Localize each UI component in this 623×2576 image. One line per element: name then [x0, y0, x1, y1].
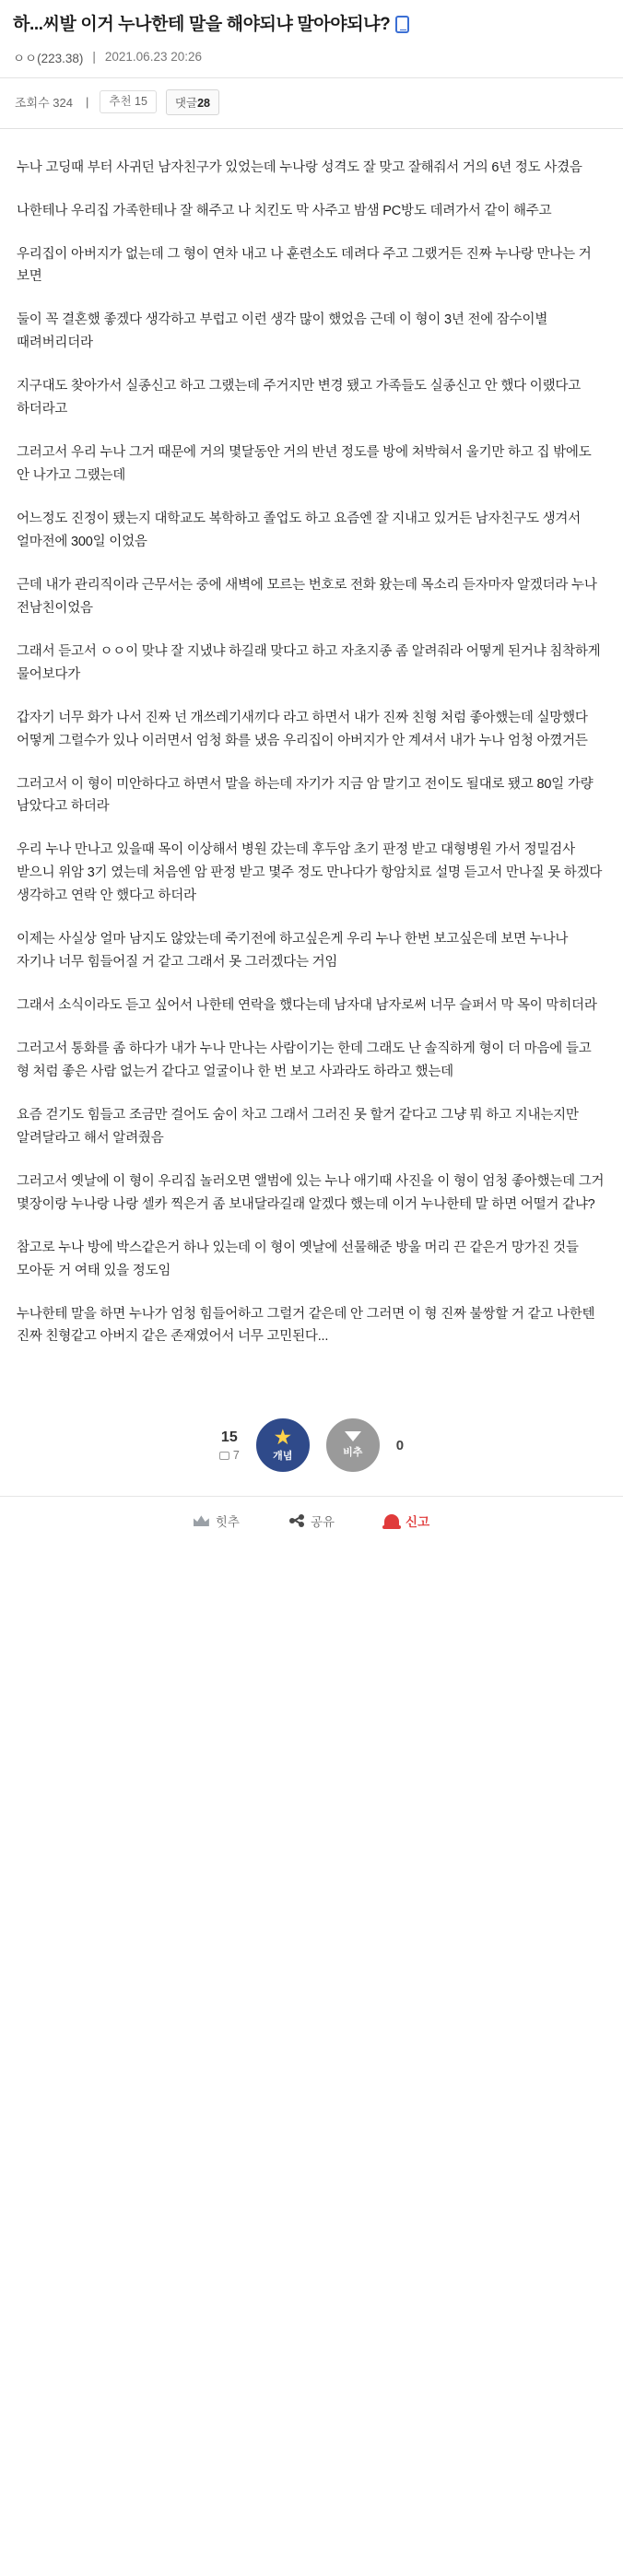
upvote-button[interactable] [256, 1418, 310, 1472]
post-paragraph: 누나 고딩때 부터 사귀던 남자친구가 있었는데 누나랑 성격도 잘 맞고 잘해줘서 거의 6년 정도 사겼음 [17, 159, 582, 175]
post-meta [0, 48, 623, 77]
post-paragraph: 그러고서 우리 누나 그거 때문에 거의 몇달동안 거의 반년 정도를 방에 처박혀서 울기만 하고 집 밖에도 안 나가고 그랬는데 [17, 445, 592, 484]
meta-separator: | [92, 50, 96, 65]
downvote-button[interactable] [326, 1418, 380, 1472]
post-paragraph: 지구대도 찾아가서 실종신고 하고 그랬는데 주거지만 변경 됐고 가족들도 실종신고 안 했다 이랬다고 하더라고 [17, 379, 582, 418]
upvote-count: 15 [220, 1429, 238, 1445]
post-paragraph: 요즘 걷기도 힘들고 조금만 걸어도 숨이 차고 그래서 그러진 못 할거 같다고 그냥 뭐 하고 지내는지만 알려달라고 해서 알려줬음 [17, 1107, 579, 1146]
post-paragraph: 우리 누나 만나고 있을때 목이 이상해서 병원 갔는데 후두암 초기 판정 받고 대형병원 가서 정밀검사 받으니 위암 3기 였는데 처음엔 암 판정 받고 몇주 정도 만나다가 항암치료 설명 듣고서 만나질 못 하겠다 생각하고 연락 안 했다고 하더라 [17, 842, 603, 904]
star-icon: ★ [274, 1427, 291, 1448]
share-label: 공유 [310, 1515, 335, 1530]
upvote-comment-block [219, 1449, 240, 1463]
post-paragraph: 둘이 꼭 결혼했 좋겠다 생각하고 부럽고 이런 생각 많이 했었음 근데 이 형이 3년 전에 잠수이별 때려버리더라 [17, 312, 548, 351]
hit-recommend-button[interactable] [194, 1511, 240, 1530]
post-paragraph: 나한테나 우리집 가족한테나 잘 해주고 나 치킨도 막 사주고 밤샘 PC방도 데려가서 같이 해주고 [17, 203, 552, 218]
comment-count-value: 28 [197, 96, 210, 110]
post-stats [0, 78, 623, 128]
upvote-label: 개념 [273, 1450, 293, 1462]
post-paragraph: 그래서 소식이라도 듣고 싶어서 나한테 연락을 했다는데 남자대 남자로써 너무 슬퍼서 막 목이 막히더라 [17, 998, 597, 1014]
comment-label: 댓글 [174, 96, 198, 110]
share-icon [289, 1514, 304, 1527]
siren-icon [384, 1514, 399, 1527]
post-paragraph: 누나한테 말을 하면 누나가 엄청 힘들어하고 그럴거 같은데 안 그러면 이 형 진짜 불쌍할 거 같고 나한텐 진짜 친형같고 아버지 같은 존재였어서 너무 고민된다... [17, 1306, 595, 1345]
upvote-comment-count: 7 [232, 1448, 240, 1462]
bottom-toolbar [0, 1496, 623, 1547]
arrow-down-icon [345, 1431, 361, 1441]
post-paragraph: 어느정도 진정이 됐는지 대학교도 복학하고 졸업도 하고 요즘엔 잘 지내고 있거든 남자친구도 생겨서 얼마전에 300일 이었음 [17, 512, 582, 549]
post-title-bar [0, 0, 623, 48]
post-paragraph: 그러고서 옛날에 이 형이 우리집 놀러오면 앨범에 있는 누나 애기때 사진을 이 형이 엄청 좋아했는데 그거 몇장이랑 누나랑 나랑 셀카 찍은거 좀 보내달라길래 알겠다 했는데 이거 누나한테 말 하면 어떨거 같냐? [17, 1173, 605, 1212]
hit-recommend-label: 힛추 [215, 1515, 240, 1530]
page-title: 하...씨발 이거 누나한테 말을 해야되냐 말아야되냐? [13, 15, 391, 34]
post-paragraph: 이제는 사실상 얼마 남지도 않았는데 죽기전에 하고싶은게 우리 누나 한번 보고싶은데 보면 누나나 자기나 너무 힘들어질 거 같고 그래서 못 그러겠다는 거임 [17, 932, 569, 970]
report-button[interactable] [384, 1511, 429, 1530]
upvote-count-block [219, 1429, 240, 1463]
post-paragraph: 근데 내가 관리직이라 근무서는 중에 새벽에 모르는 번호로 전화 왔는데 목소리 듣자마자 알겠더라 누나 전남친이었음 [17, 577, 597, 616]
crown-icon [194, 1515, 209, 1526]
post-paragraph: 참고로 누나 방에 박스같은거 하나 있는데 이 형이 옛날에 선물해준 방울 머리 끈 같은거 망가진 것들 모아둔 거 여태 있을 정도임 [17, 1240, 579, 1278]
share-button[interactable] [289, 1511, 335, 1530]
image-icon [395, 16, 409, 33]
stats-separator: | [85, 95, 89, 110]
vote-area [0, 1402, 623, 1496]
post-paragraph: 그래서 듣고서 ㅇㅇ이 맞냐 잘 지냈냐 하길래 맞다고 하고 자초지종 좀 알려줘라 어떻게 된거냐 침착하게 물어보다가 [17, 643, 601, 682]
report-label: 신고 [406, 1515, 430, 1530]
post-paragraph: 갑자기 너무 화가 나서 진짜 넌 개쓰레기새끼다 라고 하면서 내가 진짜 친형 처럼 좋아했는데 실망했다 어떻게 그럴수가 있나 이러면서 엄청 화를 냈음 우리집이 아버지가 안 계셔서 내가 누나 엄청 아꼈거든 [17, 710, 588, 748]
view-count: 조회수 324 [15, 96, 73, 111]
comment-bubble-icon [219, 1452, 229, 1460]
post-paragraph: 그러고서 통화를 좀 하다가 내가 누나 만나는 사람이기는 한데 그래도 난 솔직하게 형이 더 마음에 들고 형 처럼 좋은 사람 없는거 같다고 얼굴이나 한 번 보고 사과라도 하라고 했는데 [17, 1041, 592, 1079]
post-body [0, 129, 623, 1379]
post-paragraph: 그러고서 이 형이 미안하다고 하면서 말을 하는데 자기가 지금 암 말기고 전이도 될대로 됐고 80일 가량 남았다고 하더라 [17, 776, 594, 815]
post-date: 2021.06.23 20:26 [104, 50, 202, 65]
post-author[interactable]: ㅇㅇ(223.38) [13, 51, 84, 65]
post-paragraph: 우리집이 아버지가 없는데 그 형이 연차 내고 나 훈련소도 데려다 주고 그랬거든 진짜 누나랑 만나는 거 보면 [17, 246, 592, 285]
comment-count-button[interactable] [166, 89, 219, 115]
downvote-label: 비추 [343, 1447, 363, 1459]
downvote-count: 0 [395, 1437, 405, 1453]
recommend-count[interactable]: 추천 15 [100, 90, 157, 113]
